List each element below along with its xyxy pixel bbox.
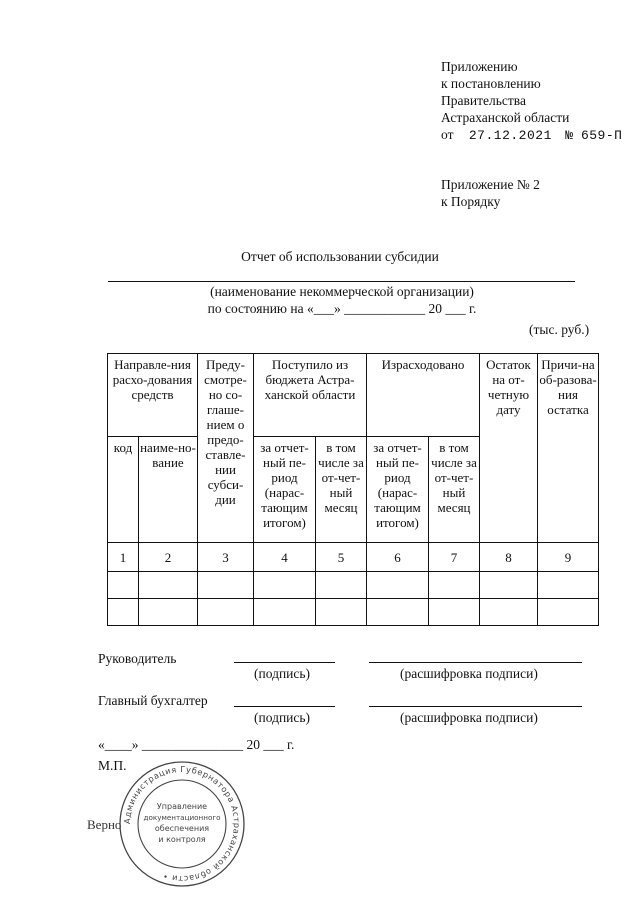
table-cell bbox=[429, 572, 480, 599]
table-row bbox=[108, 599, 599, 626]
units-label: (тыс. руб.) bbox=[529, 322, 590, 337]
header-provided: Преду-смотре-но со-глаше-нием о предо-ставле-нии субси-дии bbox=[198, 354, 254, 543]
table-cell bbox=[367, 572, 429, 599]
head-signature-line bbox=[234, 662, 335, 663]
col-number: 3 bbox=[198, 543, 254, 572]
decree-date: 27.12.2021 bbox=[468, 128, 552, 143]
table-header-row bbox=[108, 354, 599, 437]
table-cell bbox=[108, 599, 139, 626]
col-number: 8 bbox=[480, 543, 538, 572]
chief-accountant-label: Главный бухгалтер bbox=[98, 693, 208, 708]
table-cell bbox=[367, 599, 429, 626]
appendix-line: Приложению bbox=[441, 59, 518, 74]
header-month-received: в том числе за от-чет-ный месяц bbox=[316, 437, 367, 543]
appendix2-title: Приложение № 2 bbox=[441, 177, 540, 192]
col-number: 4 bbox=[254, 543, 316, 572]
svg-text:документационного: документационного bbox=[143, 813, 221, 822]
header-spent: Израсходовано bbox=[367, 354, 480, 437]
official-seal-stamp bbox=[118, 760, 246, 888]
col-number: 1 bbox=[108, 543, 139, 572]
as-of-date: по состоянию на «___» ____________ 20 ___ г. bbox=[207, 301, 477, 316]
column-number-row bbox=[108, 543, 599, 572]
header-period-spent: за отчет-ный пе-риод (нарас-тающим итогом) bbox=[367, 437, 429, 543]
accountant-decoding-line bbox=[369, 706, 582, 707]
col-number: 5 bbox=[316, 543, 367, 572]
signature-caption: (подпись) bbox=[254, 666, 311, 681]
appendix2-block bbox=[441, 176, 540, 210]
svg-text:обеспечения: обеспечения bbox=[154, 824, 210, 833]
date-prefix: от bbox=[441, 127, 454, 142]
table-cell bbox=[254, 599, 316, 626]
table-cell bbox=[538, 599, 599, 626]
col-number: 9 bbox=[538, 543, 599, 572]
table-cell bbox=[316, 572, 367, 599]
table-cell bbox=[198, 599, 254, 626]
table-cell bbox=[198, 572, 254, 599]
col-number: 7 bbox=[429, 543, 480, 572]
table-cell bbox=[108, 572, 139, 599]
svg-text:Управление: Управление bbox=[156, 802, 208, 811]
header-received: Поступило из бюджета Астра-ханской области bbox=[254, 354, 367, 437]
subsidy-report-table bbox=[107, 353, 599, 626]
table-cell bbox=[254, 572, 316, 599]
header-period-received: за отчет-ный пе-риод (нарас-тающим итогом) bbox=[254, 437, 316, 543]
table-cell bbox=[139, 599, 198, 626]
number-prefix: № bbox=[565, 128, 574, 143]
table-cell bbox=[316, 599, 367, 626]
table-cell bbox=[480, 599, 538, 626]
col-number: 2 bbox=[139, 543, 198, 572]
org-name-line bbox=[108, 281, 575, 282]
appendix-line: Астраханской области bbox=[441, 110, 570, 125]
header-direction: Направле-ния расхо-дования средств bbox=[108, 354, 198, 437]
table-cell bbox=[429, 599, 480, 626]
header-balance: Остаток на от-четную дату bbox=[480, 354, 538, 543]
appendix-line: к постановлению bbox=[441, 76, 541, 91]
appendix-block bbox=[441, 58, 622, 144]
signature-caption: (подпись) bbox=[254, 710, 311, 725]
svg-text:и контроля: и контроля bbox=[158, 835, 206, 844]
head-decoding-line bbox=[369, 662, 582, 663]
header-reason: Причи-на об-разова-ния остатка bbox=[538, 354, 599, 543]
table-row bbox=[108, 572, 599, 599]
decoding-caption: (расшифровка подписи) bbox=[400, 666, 538, 681]
decree-number: 659-П bbox=[580, 128, 623, 143]
svg-text:Администрация Губернатора Астр: Администрация Губернатора Астраханской области • bbox=[121, 763, 243, 885]
decree-date-line bbox=[441, 126, 622, 144]
verno-mark: Верно bbox=[87, 817, 122, 832]
table-cell bbox=[538, 572, 599, 599]
head-label: Руководитель bbox=[98, 651, 177, 666]
header-code: код bbox=[108, 437, 139, 543]
header-month-spent: в том числе за от-чет-ный месяц bbox=[429, 437, 480, 543]
decoding-caption: (расшифровка подписи) bbox=[400, 710, 538, 725]
table-cell bbox=[480, 572, 538, 599]
stamp-place-label: М.П. bbox=[98, 758, 127, 773]
appendix-line: Правительства bbox=[441, 93, 526, 108]
sign-date: «____» _______________ 20 ___ г. bbox=[98, 737, 295, 752]
org-caption: (наименование некоммерческой организации) bbox=[210, 284, 474, 299]
col-number: 6 bbox=[367, 543, 429, 572]
accountant-signature-line bbox=[234, 706, 335, 707]
table-cell bbox=[139, 572, 198, 599]
appendix2-sub: к Порядку bbox=[441, 194, 501, 209]
header-name: наиме-но-вание bbox=[139, 437, 198, 543]
report-title: Отчет об использовании субсидии bbox=[241, 249, 439, 264]
